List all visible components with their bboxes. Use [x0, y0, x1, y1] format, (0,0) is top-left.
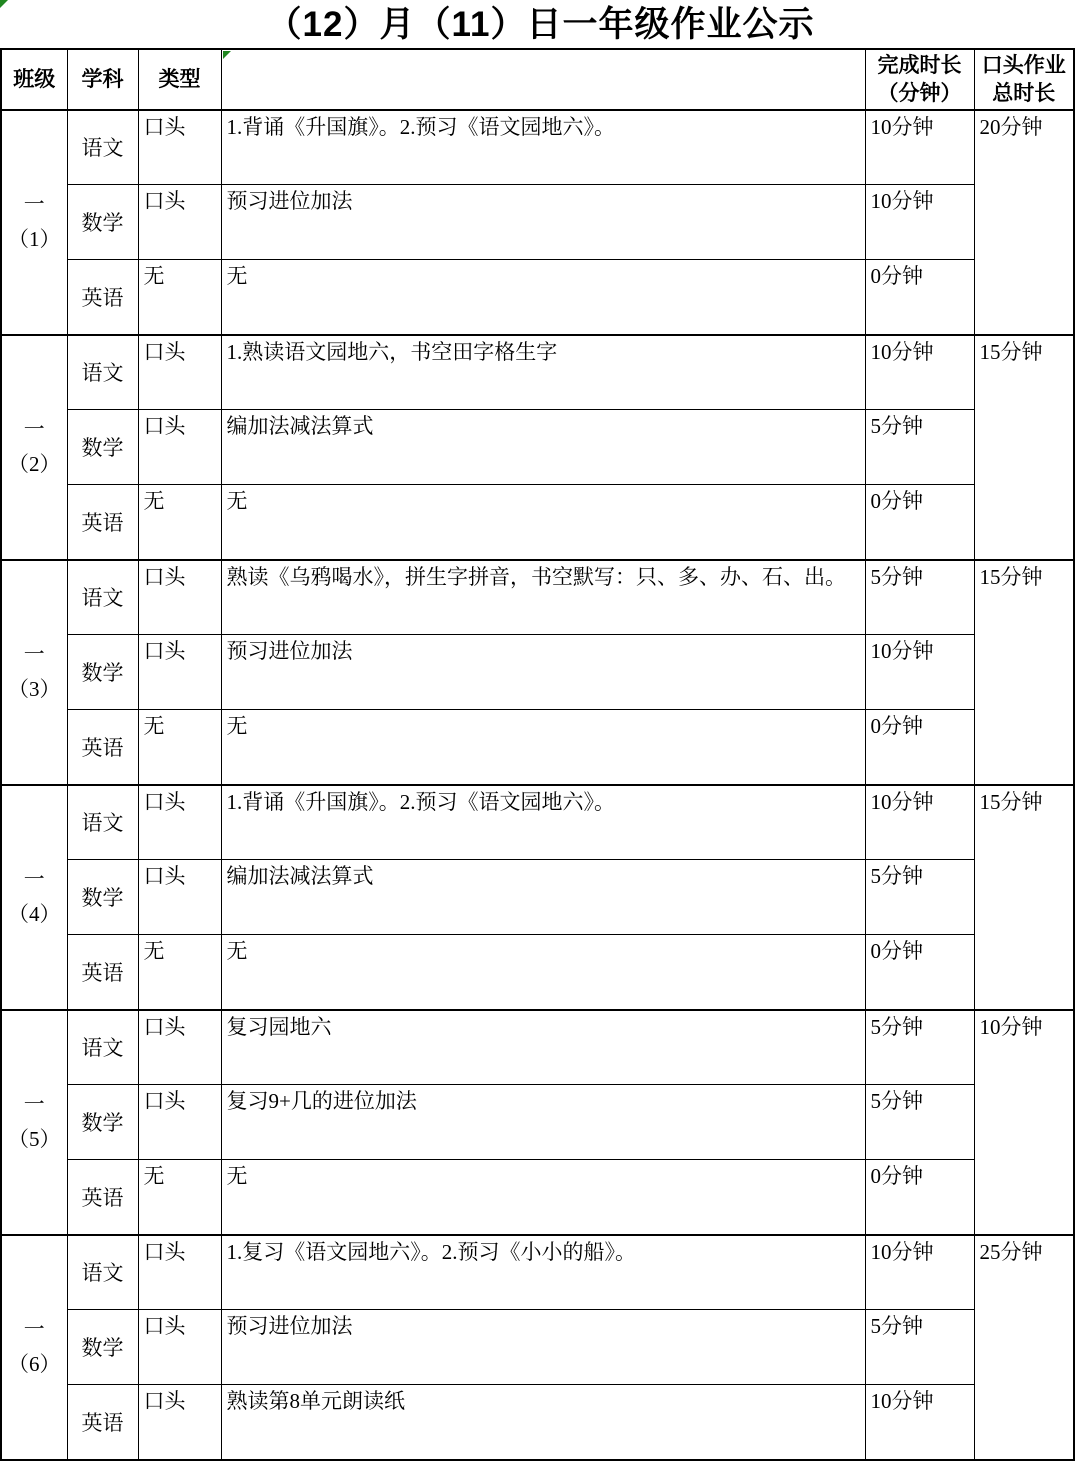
class-label-line1: 一 [23, 191, 45, 216]
class-label-cell [1, 1010, 67, 1235]
content-cell: 熟读第8单元朗读纸 [221, 1385, 865, 1460]
type-cell: 口头 [138, 1385, 221, 1460]
column-header-duration-line1: 完成时长 [877, 53, 962, 77]
type-cell: 口头 [138, 185, 221, 260]
duration-cell: 0分钟 [865, 485, 974, 560]
subject-cell: 数学 [67, 1310, 138, 1385]
table-row [1, 710, 1074, 785]
table-header-row [1, 49, 1074, 110]
subject-cell: 数学 [67, 860, 138, 935]
subject-cell: 数学 [67, 1085, 138, 1160]
duration-cell: 5分钟 [865, 1085, 974, 1160]
class-label-line1: 一 [23, 641, 45, 666]
class-label-cell [1, 785, 67, 1010]
content-cell: 预习进位加法 [221, 1310, 865, 1385]
subject-cell: 英语 [67, 710, 138, 785]
class-label-line2: （2） [8, 452, 61, 477]
duration-cell: 5分钟 [865, 560, 974, 635]
column-header-duration-line2: （分钟） [877, 81, 962, 106]
type-cell: 无 [138, 260, 221, 335]
content-cell: 无 [221, 1160, 865, 1235]
subject-cell: 英语 [67, 1160, 138, 1235]
table-row [1, 860, 1074, 935]
type-cell: 口头 [138, 1085, 221, 1160]
type-cell: 口头 [138, 1010, 221, 1085]
column-header-oral-total-line2: 总时长 [992, 81, 1056, 106]
column-header-oral-total [974, 49, 1074, 110]
subject-cell: 数学 [67, 410, 138, 485]
content-cell: 编加法减法算式 [221, 860, 865, 935]
homework-table [0, 48, 1075, 1461]
type-cell: 口头 [138, 110, 221, 185]
table-row [1, 485, 1074, 560]
content-cell: 1.背诵《升国旗》。2.预习《语文园地六》。 [221, 110, 865, 185]
table-row [1, 1235, 1074, 1310]
content-cell: 无 [221, 485, 865, 560]
duration-cell: 10分钟 [865, 1235, 974, 1310]
title-bar [0, 0, 1081, 48]
subject-cell: 英语 [67, 260, 138, 335]
subject-cell: 数学 [67, 635, 138, 710]
total-duration-cell: 20分钟 [974, 110, 1074, 335]
type-cell: 无 [138, 710, 221, 785]
class-label-cell [1, 560, 67, 785]
type-cell: 无 [138, 1160, 221, 1235]
total-duration-cell: 15分钟 [974, 785, 1074, 1010]
table-row [1, 1160, 1074, 1235]
duration-cell: 0分钟 [865, 710, 974, 785]
duration-cell: 10分钟 [865, 635, 974, 710]
table-row [1, 185, 1074, 260]
type-cell: 口头 [138, 785, 221, 860]
type-cell: 口头 [138, 1310, 221, 1385]
total-duration-cell: 10分钟 [974, 1010, 1074, 1235]
duration-cell: 0分钟 [865, 260, 974, 335]
content-cell: 1.复习《语文园地六》。2.预习《小小的船》。 [221, 1235, 865, 1310]
type-cell: 口头 [138, 635, 221, 710]
column-header-type: 类型 [138, 49, 221, 110]
table-row [1, 1085, 1074, 1160]
subject-cell: 语文 [67, 1235, 138, 1310]
subject-cell: 数学 [67, 185, 138, 260]
class-label-line1: 一 [23, 866, 45, 891]
table-row [1, 410, 1074, 485]
column-header-content [221, 49, 865, 110]
table-row [1, 1385, 1074, 1460]
subject-cell: 语文 [67, 560, 138, 635]
cell-error-indicator-icon [223, 51, 231, 59]
table-row [1, 560, 1074, 635]
column-header-duration [865, 49, 974, 110]
content-cell: 预习进位加法 [221, 635, 865, 710]
table-row [1, 935, 1074, 1010]
content-cell: 无 [221, 260, 865, 335]
total-duration-cell: 25分钟 [974, 1235, 1074, 1460]
content-cell: 无 [221, 710, 865, 785]
type-cell: 口头 [138, 335, 221, 410]
content-cell: 编加法减法算式 [221, 410, 865, 485]
table-row [1, 260, 1074, 335]
content-cell: 复习园地六 [221, 1010, 865, 1085]
duration-cell: 10分钟 [865, 1385, 974, 1460]
content-cell: 1.熟读语文园地六，书空田字格生字 [221, 335, 865, 410]
duration-cell: 10分钟 [865, 785, 974, 860]
type-cell: 口头 [138, 410, 221, 485]
class-label-line2: （1） [8, 227, 61, 252]
table-row [1, 1310, 1074, 1385]
class-label-cell [1, 1235, 67, 1460]
class-label-line2: （5） [8, 1127, 61, 1152]
duration-cell: 5分钟 [865, 410, 974, 485]
column-header-subject: 学科 [67, 49, 138, 110]
duration-cell: 5分钟 [865, 1010, 974, 1085]
type-cell: 口头 [138, 560, 221, 635]
subject-cell: 英语 [67, 935, 138, 1010]
subject-cell: 语文 [67, 335, 138, 410]
subject-cell: 语文 [67, 1010, 138, 1085]
subject-cell: 语文 [67, 110, 138, 185]
class-label-cell [1, 110, 67, 335]
table-row [1, 335, 1074, 410]
table-row [1, 110, 1074, 185]
total-duration-cell: 15分钟 [974, 560, 1074, 785]
duration-cell: 0分钟 [865, 935, 974, 1010]
table-row [1, 785, 1074, 860]
table-row [1, 1010, 1074, 1085]
duration-cell: 10分钟 [865, 110, 974, 185]
type-cell: 无 [138, 485, 221, 560]
class-label-line2: （3） [8, 677, 61, 702]
class-label-line1: 一 [23, 416, 45, 441]
duration-cell: 0分钟 [865, 1160, 974, 1235]
content-cell: 预习进位加法 [221, 185, 865, 260]
class-label-cell [1, 335, 67, 560]
column-header-class: 班级 [1, 49, 67, 110]
subject-cell: 语文 [67, 785, 138, 860]
content-cell: 无 [221, 935, 865, 1010]
type-cell: 无 [138, 935, 221, 1010]
content-cell: 1.背诵《升国旗》。2.预习《语文园地六》。 [221, 785, 865, 860]
class-label-line2: （6） [8, 1352, 61, 1377]
class-label-line2: （4） [8, 902, 61, 927]
content-cell: 熟读《乌鸦喝水》，拼生字拼音，书空默写：只、多、办、石、出。 [221, 560, 865, 635]
duration-cell: 5分钟 [865, 1310, 974, 1385]
subject-cell: 英语 [67, 485, 138, 560]
table-row [1, 635, 1074, 710]
total-duration-cell: 15分钟 [974, 335, 1074, 560]
duration-cell: 5分钟 [865, 860, 974, 935]
content-cell: 复习9+几的进位加法 [221, 1085, 865, 1160]
duration-cell: 10分钟 [865, 335, 974, 410]
page-title: （12）月（11）日一年级作业公示 [266, 4, 815, 44]
class-label-line1: 一 [23, 1316, 45, 1341]
column-header-oral-total-line1: 口头作业 [981, 53, 1066, 77]
duration-cell: 10分钟 [865, 185, 974, 260]
type-cell: 口头 [138, 860, 221, 935]
class-label-line1: 一 [23, 1091, 45, 1116]
type-cell: 口头 [138, 1235, 221, 1310]
subject-cell: 英语 [67, 1385, 138, 1460]
